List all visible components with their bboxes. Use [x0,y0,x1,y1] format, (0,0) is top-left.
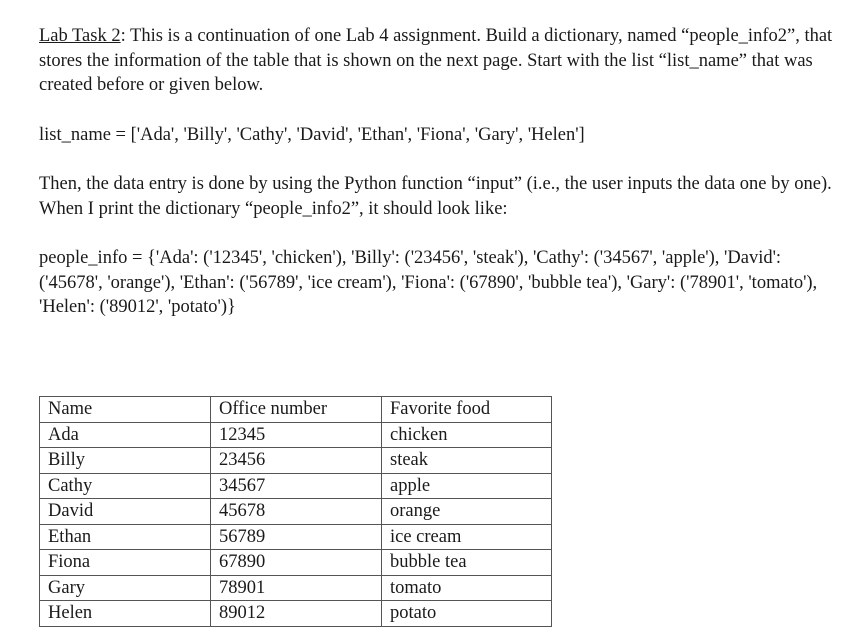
cell-name: Ada [40,422,211,448]
dict-example: people_info = {'Ada': ('12345', 'chicken'), 'Billy': ('23456', 'steak'), 'Cathy': ('34567', 'apple'), 'David': ('45678', 'orange'), 'Ethan': ('56789', 'ice cream'), 'Fiona': ('67890', 'bubble tea'), 'Gary': ('78901', 'tomato'), 'Helen': ('89012', 'potato')} [39,248,818,317]
cell-favorite-food: ice cream [382,524,552,550]
table-row [40,499,552,525]
cell-office-number: 89012 [211,601,382,627]
header-office-number: Office number [211,397,382,423]
cell-name: Cathy [40,473,211,499]
table-header-row [40,397,552,423]
people-table [39,396,552,627]
cell-favorite-food: bubble tea [382,550,552,576]
cell-office-number: 67890 [211,550,382,576]
cell-name: Ethan [40,524,211,550]
header-favorite-food: Favorite food [382,397,552,423]
cell-favorite-food: tomato [382,575,552,601]
table-row [40,524,552,550]
table-row [40,575,552,601]
cell-name: Helen [40,601,211,627]
cell-favorite-food: apple [382,473,552,499]
cell-office-number: 12345 [211,422,382,448]
cell-favorite-food: potato [382,601,552,627]
intro-paragraph [39,24,834,98]
cell-name: Fiona [40,550,211,576]
table-row [40,448,552,474]
cell-office-number: 56789 [211,524,382,550]
document-body [39,24,834,320]
cell-office-number: 78901 [211,575,382,601]
header-name: Name [40,397,211,423]
task-label: Lab Task 2 [39,26,121,46]
input-paragraph: Then, the data entry is done by using the Python function “input” (i.e., the user inputs the data one by one). When I print the dictionary “people_info2”, it should look like: [39,174,832,219]
cell-office-number: 23456 [211,448,382,474]
cell-favorite-food: steak [382,448,552,474]
cell-favorite-food: chicken [382,422,552,448]
table-row [40,550,552,576]
cell-office-number: 34567 [211,473,382,499]
cell-favorite-food: orange [382,499,552,525]
list-name-line: list_name = ['Ada', 'Billy', 'Cathy', 'David', 'Ethan', 'Fiona', 'Gary', 'Helen'] [39,124,585,145]
table-row [40,422,552,448]
intro-text: : This is a continuation of one Lab 4 assignment. Build a dictionary, named “people_info2”, that stores the information of the table that is shown on the next page. Start with the list “list_name” that was created before or given below. [39,26,833,95]
table-row [40,473,552,499]
cell-name: Billy [40,448,211,474]
cell-name: David [40,499,211,525]
table-row [40,601,552,627]
cell-name: Gary [40,575,211,601]
cell-office-number: 45678 [211,499,382,525]
